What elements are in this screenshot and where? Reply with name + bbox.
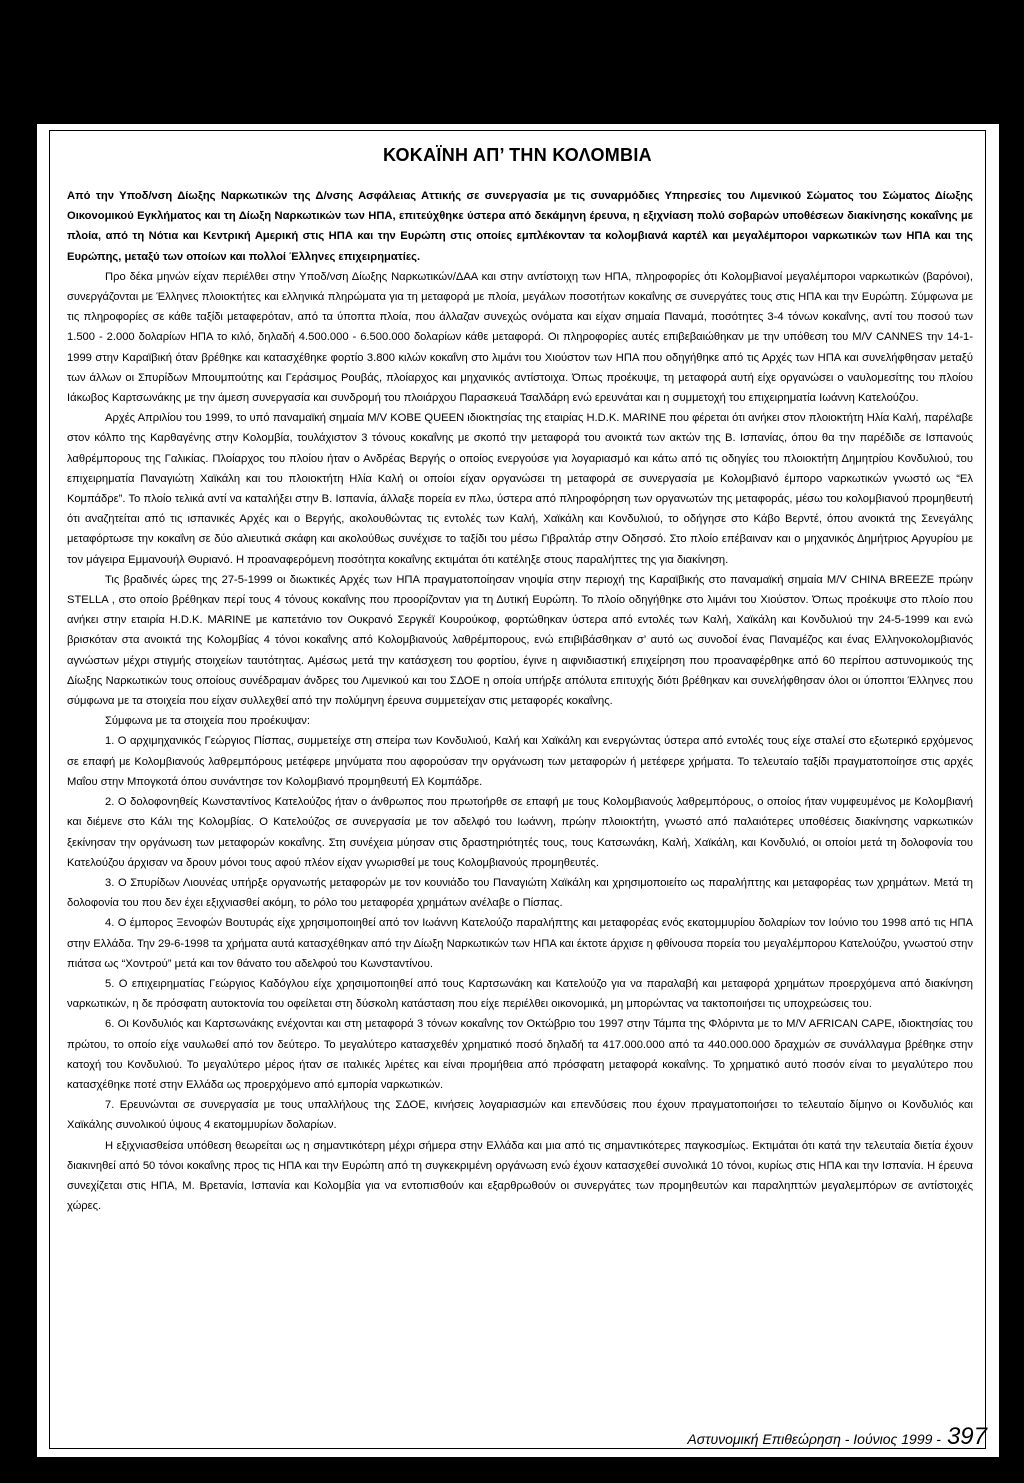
page-sheet <box>37 124 999 1457</box>
footer-publication: Αστυνομική Επιθεώρηση - Ιούνιος 1999 - <box>687 1431 941 1447</box>
list-item: 3. Ο Σπυρίδων Λιουνέας υπήρξε οργανωτής μεταφορών με τον κουνιάδο του Παναγιώτη Χαϊκάλη και χρησιμοποιείτο ως παραλήπτης και μεταφορέας των χρημάτων. Μετά τη δολοφονία του που δεν έχει εξιχνιασθεί ακόμη, το ρόλο του μεταφορέα χρημάτων ανέλαβε ο Πίσπας. <box>67 876 973 910</box>
page-number: 397 <box>946 1423 987 1450</box>
list-item: 1. Ο αρχιμηχανικός Γεώργιος Πίσπας, συμμετείχε στη σπείρα των Κονδυλιού, Καλή και Χαϊκάλη και ενεργώντας ύστερα από εντολές τους είχε σταλεί στο εξωτερικό ερχόμενος σε επαφή με Κολομβιανούς λαθρεμπόρους μετέφερε μηνύματα που αφορούσαν την οργάνωση των μεταφορών ή μετέφερε χρήματα. Το τελευταίο ταξίδι πραγματοποίησε στις αρχές Μαΐου στην Μπογκοτά όπου συνάντησε τον Κολομβιανό προμηθευτή Ελ Κομπάδρε. <box>67 735 973 788</box>
page-footer <box>687 1423 987 1451</box>
list-item: 4. Ο έμπορος Ξενοφών Βουτυράς είχε χρησιμοποιηθεί από τον Ιωάννη Κατελούζο παραλήπτης και μεταφορέας ενός εκατομμυρίου δολαρίων τον Ιούνιο του 1998 από τις ΗΠΑ στην Ελλάδα. Την 29-6-1998 τα χρήματα αυτά κατασχέθηκαν από την Δίωξη Ναρκωτικών των ΗΠΑ και έκτοτε άρχισε η φθίνουσα πορεία του μεγαλέμπορου Κατελούζου, γνωστού στην πιάτσα ως “Χοντρού” μετά και τον θάνατο του αδελφού του Κωνσταντίνου. <box>67 917 973 970</box>
list-item: 7. Ερευνώνται σε συνεργασία με τους υπαλλήλους της ΣΔΟΕ, κινήσεις λογαριασμών και επενδύσεις που έχουν πραγματοποιήσει το τελευταίο δίμηνο οι Κονδυλιός και Χαϊκάλης συνολικού ύψους 4 εκατομμυρίων δολαρίων. <box>67 1099 973 1132</box>
list-item: 2. Ο δολοφονηθείς Κωνσταντίνος Κατελούζος ήταν ο άνθρωπος που πρωτοήρθε σε επαφή με τους Κολομβιανούς λαθρεμπόρους, ο οποίος ήταν νυμφευμένος με Κολομβιανή και διέμενε στο Κάλι της Κολομβίας. Ο Κατελούζος σε συνεργασία με τον αδελφό του Ιωάννη, πρώην πλοιοκτήτη, γνωστό από παλαιότερες υποθέσεις διακίνησης ναρκωτικών ξεκίνησαν την οργάνωση των μεταφορών κοκαΐνης. Στη συνέχεια μύησαν στις δραστηριότητές τους, τους Κατσωνάκη, Καλή, Χαϊκάλη, και Κονδυλιό, οι οποίοι μετά τη δολοφονία του Κατελούζου άρχισαν να δρουν μόνοι τους αφού πλέον είχαν γνωρισθεί με τους Κολομβιανούς προμηθευτές. <box>67 796 973 869</box>
list-item: 6. Οι Κονδυλιός και Καρτσωνάκης ενέχονται και στη μεταφορά 3 τόνων κοκαΐνης τον Οκτώβριο του 1997 στην Τάμπα της Φλόριντα με το M/V AFRICAN CAPE, ιδιοκτησίας του πρώτου, το οποίο είχε ναυλωθεί από τον δεύτερο. Το μεγαλύτερο κατασχεθέν χρηματικό ποσό δηλαδή τα 417.000.000 από τα 440.000.000 δραχμών σε συνάλλαγμα βρέθηκε στην κατοχή του Κονδυλιού. Το μεγαλύτερο μέρος ήταν σε ιταλικές λιρέτες και είναι προμήθεια από πρόσφατη μεταφορά κοκαΐνης. Το χρηματικό αυτό ποσόν είναι το μεγαλύτερο που κατασχέθηκε ποτέ στην Ελλάδα ως προερχόμενο από εμπορία ναρκωτικών. <box>67 1018 973 1091</box>
body-paragraph: Αρχές Απριλίου του 1999, το υπό παναμαϊκή σημαία M/V KOBE QUEEN ιδιοκτησίας της εταιρίας H.D.K. MARINE που φέρεται ότι ανήκει στον πλοιοκτήτη Ηλία Καλή, παρέλαβε στον κόλπο της Καρθαγένης στην Κολομβία, τουλάχιστον 3 τόνους κοκαΐνης με σκοπό την μεταφορά του ανοικτά των ακτών της Β. Ισπανίας, όπου θα την παρέδιδε σε Ισπανούς λαθρέμπορους της Γαλικίας. Πλοίαρχος του πλοίου ήταν ο Ανδρέας Βεργής ο οποίος ενεργούσε για λογαριασμό και κάτω από τις οδηγίες του πλοιοκτήτη Δημητρίου Κονδυλιού, του επιχειρηματία Παναγιώτη Χαϊκάλη και του πλοιοκτήτη Ηλία Καλή οι οποίοι είχαν οργανώσει τη μεταφορά σε συνεργασία με Κολομβιανό έμπορο ναρκωτικών γνωστό ως “Ελ Κομπάδρε”. Το πλοίο τελικά αντί να καταλήξει στην Β. Ισπανία, άλλαξε πορεία εν πλω, ύστερα από πληροφόρηση των οργανωτών της μεταφοράς, μέσω του κολομβιανού προμηθευτή ότι αναζητείται από τις ισπανικές Αρχές και ο Βεργής, ακολουθώντας τις εντολές των Καλή, Χαϊκάλη και Κονδυλιού, το οδήγησε στο Κάβο Βερντέ, όπου ανοικτά της Σενεγάλης μεταφόρτωσε την κοκαΐνη σε δύο αλιευτικά σκάφη και ακολούθως συνέχισε το ταξίδι του μέσω Γιβραλτάρ στην Οδησσό. Στο πλοίο επέβαιναν και ο μηχανικός Δημήτριος Αργυρίου με τον μάγειρα Εμμανουήλ Θυριανό. Η προαναφερόμενη ποσότητα κοκαΐνης εκτιμάται ότι κατέληξε στους παραλήπτες της για διακίνηση. <box>67 412 974 566</box>
body-paragraph: Τις βραδινές ώρες της 27-5-1999 οι διωκτικές Αρχές των ΗΠΑ πραγματοποίησαν νηοψία στην περιοχή της Καραϊβικής στο παναμαϊκή σημαία M/V CHINA BREEZE πρώην STELLA , στο οποίο βρέθηκαν περί τους 4 τόνους κοκαΐνης που προορίζονταν για τη Δυτική Ευρώπη. Το πλοίο οδηγήθηκε στο λιμάνι του Χιούστον. Όπως προέκυψε στο πλοίο που ανήκει στην εταιρία H.D.K. MARINE με καπετάνιο τον Ουκρανό Σεργκέϊ Κουρούκοφ, φορτώθηκαν ύστερα από εντολές των Καλή, Χαϊκάλη και Κονδυλιού την 24-5-1999 και ενώ βρισκόταν στα ανοικτά της Κολομβίας 4 τόνοι κοκαΐνης από Κολομβιανούς λαθρέμπορους, ενώ επιβιβάσθηκαν σ’ αυτό ως συνοδοί ένας Παναμέζος και ένας Ελληνοκολομβιανός αγνώστων μέχρι στιγμής στοιχείων ταυτότητας. Αμέσως μετά την κατάσχεση του φορτίου, έγινε η αιφνιδιαστική επιχείρηση που προαναφέρθηκε από 60 περίπου αστυνομικούς της Δίωξης Ναρκωτικών τους οποίους συνέδραμαν άνδρες του Λιμενικού και του ΣΔΟΕ η οποία υπήρξε απόλυτα επιτυχής διότι βρέθηκαν και συνελήφθησαν όλοι οι ύποπτοι Έλληνες που σύμφωνα με τα στοιχεία που είχαν συλλεχθεί από την πολύμηνη έρευνα συμμετείχαν στις μεταφορές κοκαΐνης. <box>67 573 973 708</box>
intro-paragraph: Από την Υποδ/νση Δίωξης Ναρκωτικών της Δ/νσης Ασφάλειας Αττικής σε συνεργασία με τις συναρμόδιες Υπηρεσίες του Λιμενικού Σώματος του Σώματος Δίωξης Οικονομικού Εγκλήματος και τη Δίωξη Ναρκωτικών των ΗΠΑ, επιτεύχθηκε ύστερα από δεκάμηνη έρευνα, η εξιχνίαση πολύ σοβαρών υποθέσεων διακίνησης κοκαΐνης με πλοία, από τη Νότια και Κεντρική Αμερική στις ΗΠΑ και την Ευρώπη στις οποίες εμπλέκονταν τα κολομβιανά καρτέλ και μεγαλέμποροι ναρκωτικών των ΗΠΑ και της Ευρώπης, μεταξύ των οποίων και πολλοί Έλληνες επιχειρηματίες. <box>67 190 973 263</box>
body-paragraph: Σύμφωνα με τα στοιχεία που προέκυψαν: <box>105 715 310 728</box>
article-title: ΚΟΚΑΪΝΗ ΑΠ’ ΤΗΝ ΚΟΛΟΜΒΙΑ <box>383 145 652 165</box>
article-body <box>50 166 985 1216</box>
body-paragraph: Προ δέκα μηνών είχαν περιέλθει στην Υποδ/νση Δίωξης Ναρκωτικών/ΔΑΑ και στην αντίστοιχη των ΗΠΑ, πληροφορίες ότι Κολομβιανοί μεγαλέμποροι ναρκωτικών (βαρόνοι), συνεργάζονται με Έλληνες πλοιοκτήτες και ελληνικά πληρώματα για τη μεταφορά με πλοία, μεγάλων ποσοτήτων κοκαΐνης σε συνεργάτες τους στις ΗΠΑ και την Ευρώπη. Σύμφωνα με τις πληροφορίες σε κάθε ταξίδι μεταφερόταν, από τα ύποπτα πλοία, που άλλαζαν συνεχώς ονόματα και είχαν σημαία Παναμά, ποσότητες 3-4 τόνων κοκαΐνης, αντί του ποσού των 1.500 - 2.000 δολαρίων ΗΠΑ το κιλό, δηλαδή 4.500.000 - 6.500.000 δολαρίων κάθε μεταφορά. Οι πληροφορίες αυτές επιβεβαιώθηκαν με την υπόθεση του M/V CANNES την 14-1-1999 στην Καραϊβική όταν βρέθηκε και κατασχέθηκε φορτίο 3.800 κιλών κοκαΐνη στο λιμάνι του Χιούστον των ΗΠΑ που οδηγήθηκε από τις Αρχές των ΗΠΑ και συνελήφθησαν μεταξύ των άλλων οι Σπυρίδων Μπουμπούτης και Γεράσιμος Ρουβάς, πλοίαρχος και μηχανικός αντίστοιχα. Όπως προέκυψε, τη μεταφορά αυτή είχε οργανώσει ο ναυλομεσίτης του πλοίου Ιάκωβος Καρτσωνάκης με την άμεση συνεργασία και συνδρομή του πλοιάρχου Παρασκευά Τσαλδάρη ενώ ερευνάται και η συμμετοχή του επιχειρηματία Ιωάννη Κατελούζου. <box>67 270 973 405</box>
list-item: 5. Ο επιχειρηματίας Γεώργιος Καδόγλου είχε χρησιμοποιηθεί από τους Καρτσωνάκη και Κατελούζο για να παραλαβή και μεταφορά χρημάτων προερχόμενα από διακίνηση ναρκωτικών, η δε πρόσφατη αυτοκτονία του οφείλεται στη δύσκολη κατάσταση που είχε περιέλθει οικονομικά, μη μπορώντας να τακτοποιήσει τις υποχρεώσεις του. <box>67 977 973 1011</box>
body-paragraph: Η εξιχνιασθείσα υπόθεση θεωρείται ως η σημαντικότερη μέχρι σήμερα στην Ελλάδα και μια από τις σημαντικότερες παγκοσμίως. Εκτιμάται ότι κατά την τελευταία διετία έχουν διακινηθεί από 50 τόνοι κοκαΐνης προς τις ΗΠΑ και την Ευρώπη από τη συγκεκριμένη οργάνωση ενώ έχουν κατασχεθεί συνολικά 10 τόνοι, κυρίως στις ΗΠΑ και την Ισπανία. Η έρευνα συνεχίζεται στις ΗΠΑ, Μ. Βρετανία, Ισπανία και Κολομβία για να εντοπισθούν και εξαρθρωθούν οι συνεργάτες των προμηθευτών και παραληπτών μεγαλεμπόρων σε αντίστοιχές χώρες. <box>67 1139 973 1213</box>
article-box <box>49 130 986 1449</box>
